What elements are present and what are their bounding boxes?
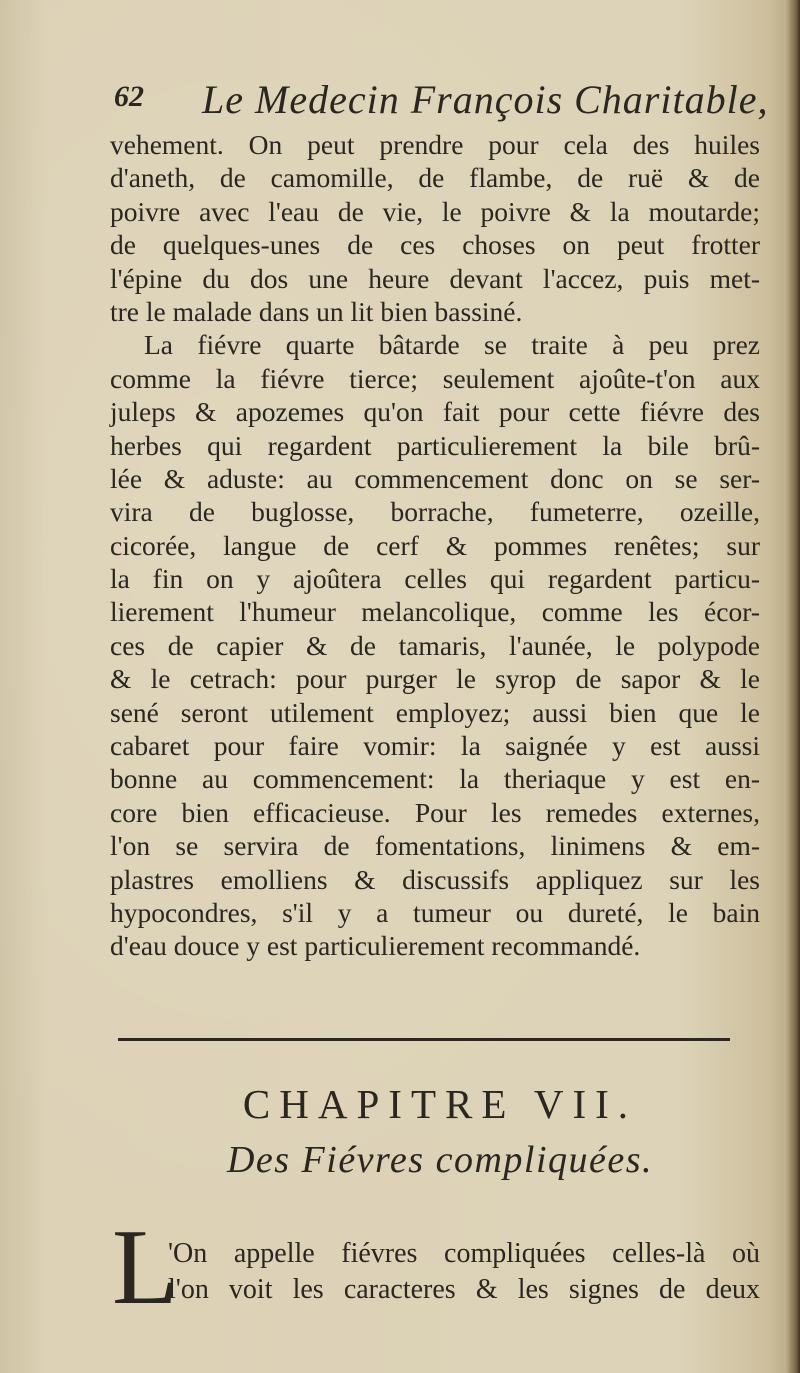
running-title: Le Medecin François Charitable, (202, 77, 769, 122)
text-line: d'eau douce y est particulierement recommandé. (110, 930, 641, 962)
text-line: vira de buglosse, borrache, fumeterre, ozeille, (110, 496, 760, 528)
text-line: comme la fiévre tierce; seulement ajoûte-t'on aux (110, 362, 760, 394)
text-line: d'aneth, de camomille, de flambe, de ruë & de (110, 162, 760, 194)
paragraph-start-line: La fiévre quarte bâtarde se traite à peu prez (144, 329, 760, 361)
text-line: l'épine du dos une heure devant l'accez, puis met- (110, 262, 760, 294)
text-line: cicorée, langue de cerf & pommes renêtes; sur (110, 529, 760, 561)
text-line: bonne au commencement: la theriaque y est en- (110, 763, 760, 795)
page-number: 62 (114, 80, 144, 113)
text-line: hypocondres, s'il y a tumeur ou dureté, le bain (110, 896, 760, 928)
text-line: cabaret pour faire vomir: la saignée y est aussi (110, 730, 760, 762)
text-line: tre le malade dans un lit bien bassiné. (110, 295, 523, 327)
text-line: l'on voit les caracteres & les signes de deux (168, 1274, 760, 1305)
body-text (110, 128, 760, 963)
final-paragraph (168, 1236, 760, 1308)
text-line: lée & aduste: au commencement donc on se ser- (110, 462, 760, 494)
text-line: juleps & apozemes qu'on fait pour cette fiévre des (110, 396, 760, 428)
drop-cap: L (112, 1208, 178, 1327)
page-edge-shadow (786, 0, 800, 1373)
text-line: & le cetrach: pour purger le syrop de sapor & le (110, 663, 760, 695)
text-line: la fin on y ajoûtera celles qui regardent particu- (110, 563, 760, 595)
text-line: plastres emolliens & discussifs appliquez sur les (110, 863, 760, 895)
text-line: ces de capier & de tamaris, l'aunée, le polypode (110, 629, 760, 661)
text-line: core bien efficacieuse. Pour les remedes externes, (110, 796, 760, 828)
text-line: herbes qui regardent particulierement la bile brû- (110, 429, 760, 461)
text-line: de quelques-unes de ces choses on peut frotter (110, 229, 760, 261)
chapter-heading: CHAPITRE VII. (242, 1081, 638, 1127)
chapter-subtitle: Des Fiévres compliquées. (226, 1139, 654, 1181)
text-line: vehement. On peut prendre pour cela des huiles (110, 129, 760, 160)
text-line: l'on se servira de fomentations, linimens & em- (110, 830, 760, 862)
text-line: lierement l'humeur melancolique, comme les écor- (110, 596, 760, 628)
text-line: poivre avec l'eau de vie, le poivre & la moutarde; (110, 195, 760, 227)
text-line: sené seront utilement employez; aussi bien que le (110, 696, 760, 728)
text-line: 'On appelle fiévres compliquées celles-là où (168, 1238, 760, 1269)
page-header (114, 76, 769, 122)
section-divider-rule (118, 1038, 730, 1041)
